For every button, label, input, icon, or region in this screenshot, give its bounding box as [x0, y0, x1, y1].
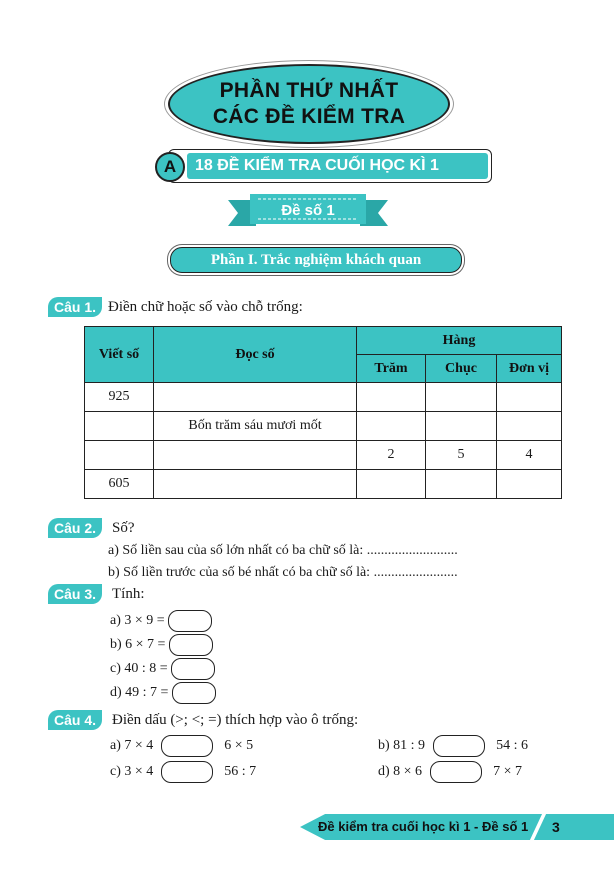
q1-text: Điền chữ hoặc số vào chỗ trống: — [108, 299, 303, 315]
table-row — [85, 383, 562, 412]
q3-expr: b) 6 × 7 = — [110, 637, 166, 653]
cell-tram[interactable] — [357, 383, 426, 412]
q3-text: Tính: — [112, 586, 145, 602]
cell-viet-so[interactable] — [85, 441, 154, 470]
q3-item-a — [110, 610, 212, 632]
q4-left: a) 7 × 4 — [110, 738, 154, 754]
cell-doc-so[interactable] — [154, 383, 357, 412]
q1-tag: Câu 1. — [48, 297, 102, 317]
cell-don-vi[interactable] — [497, 412, 562, 441]
compare-box[interactable] — [161, 761, 213, 783]
q2-tag: Câu 2. — [48, 518, 102, 538]
q4-right: 7 × 7 — [493, 764, 522, 780]
compare-box[interactable] — [433, 735, 485, 757]
cell-tram[interactable] — [357, 412, 426, 441]
answer-box[interactable] — [171, 658, 215, 680]
part-pill — [170, 247, 462, 273]
cell-don-vi[interactable] — [497, 470, 562, 499]
cell-chuc[interactable] — [426, 383, 497, 412]
answer-box[interactable] — [172, 682, 216, 704]
part-label: Phần I. Trắc nghiệm khách quan — [210, 252, 422, 268]
compare-box[interactable] — [430, 761, 482, 783]
q3-expr: c) 40 : 8 = — [110, 661, 168, 677]
footer-title: Đề kiểm tra cuối học kì 1 - Đề số 1 — [318, 819, 529, 834]
q3-item-d — [110, 682, 216, 704]
answer-box[interactable] — [168, 610, 212, 632]
cell-chuc[interactable] — [426, 470, 497, 499]
q4-item-b — [378, 735, 528, 757]
table-row — [85, 470, 562, 499]
q2-line-b: b) Số liền trước của số bé nhất có ba chữ số là: ........................ — [108, 565, 458, 580]
section-banner — [163, 149, 492, 183]
q2-text: Số? — [112, 520, 135, 536]
q4-item-a — [110, 735, 253, 757]
cell-tram[interactable] — [357, 470, 426, 499]
cell-don-vi[interactable] — [497, 383, 562, 412]
section-label: 18 ĐỀ KIỂM TRA CUỐI HỌC KÌ 1 — [195, 157, 439, 174]
cell-doc-so: Bốn trăm sáu mươi mốt — [154, 412, 357, 441]
cell-chuc[interactable] — [426, 412, 497, 441]
table-row — [85, 412, 562, 441]
q2-line-a: a) Số liền sau của số lớn nhất có ba chữ số là: .......................... — [108, 543, 458, 558]
cell-chuc: 5 — [426, 441, 497, 470]
q4-tag: Câu 4. — [48, 710, 102, 730]
th-chuc: Chục — [426, 355, 497, 383]
cell-doc-so[interactable] — [154, 441, 357, 470]
cell-doc-so[interactable] — [154, 470, 357, 499]
cell-viet-so: 925 — [85, 383, 154, 412]
q4-left: b) 81 : 9 — [378, 738, 426, 754]
q4-right: 56 : 7 — [224, 764, 257, 780]
q3-expr: d) 49 : 7 = — [110, 685, 169, 701]
q4-item-d — [378, 761, 522, 783]
table-row — [85, 441, 562, 470]
cell-viet-so: 605 — [85, 470, 154, 499]
q3-item-c — [110, 658, 215, 680]
q4-item-c — [110, 761, 256, 783]
q4-text: Điền dấu (>; <; =) thích hợp vào ô trống: — [112, 712, 359, 728]
answer-box[interactable] — [169, 634, 213, 656]
q4-left: c) 3 × 4 — [110, 764, 154, 780]
page-number: 3 — [552, 819, 560, 835]
q3-expr: a) 3 × 9 = — [110, 613, 165, 629]
test-label: Đề số 1 — [281, 202, 335, 219]
q4-left: d) 8 × 6 — [378, 764, 423, 780]
place-value-table — [84, 326, 562, 499]
th-don-vi: Đơn vị — [497, 355, 562, 383]
q4-right: 54 : 6 — [496, 738, 528, 754]
section-badge: A — [155, 152, 185, 182]
q3-item-b — [110, 634, 213, 656]
th-hang: Hàng — [357, 327, 562, 355]
q3-tag: Câu 3. — [48, 584, 102, 604]
cell-don-vi: 4 — [497, 441, 562, 470]
compare-box[interactable] — [161, 735, 213, 757]
cell-viet-so[interactable] — [85, 412, 154, 441]
th-tram: Trăm — [357, 355, 426, 383]
th-doc-so: Đọc số — [154, 327, 357, 383]
th-viet-so: Viết số — [85, 327, 154, 383]
part-title-oval — [168, 64, 450, 144]
part-title-line1: PHẦN THỨ NHẤT — [219, 79, 399, 102]
q4-right: 6 × 5 — [224, 738, 254, 754]
part-title-line2: CÁC ĐỀ KIỂM TRA — [212, 105, 406, 128]
cell-tram: 2 — [357, 441, 426, 470]
